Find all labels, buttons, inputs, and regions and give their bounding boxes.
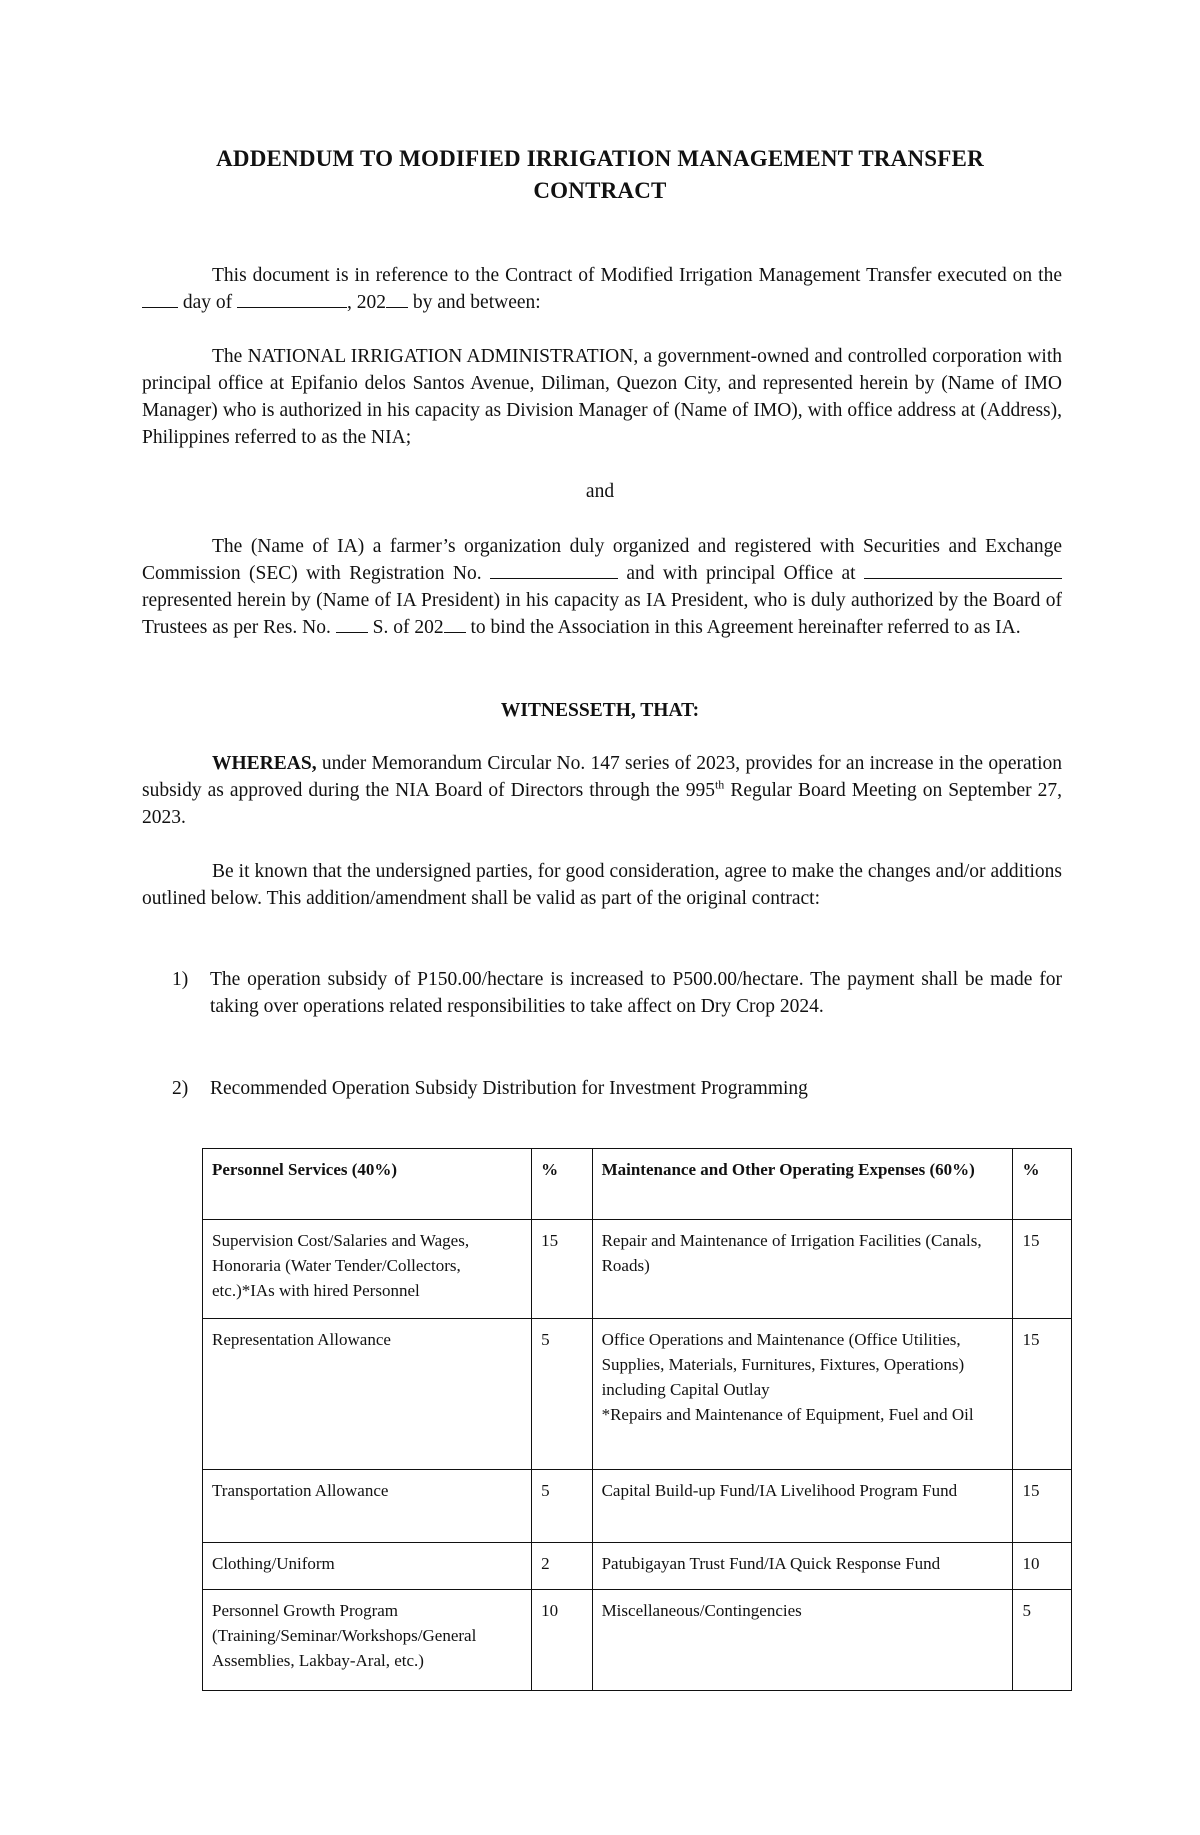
table-row (203, 1543, 1072, 1590)
list-item-2-text: Recommended Operation Subsidy Distribution for Investment Programming (210, 1078, 808, 1099)
mooe-item: Patubigayan Trust Fund/IA Quick Response Fund (592, 1543, 1013, 1590)
resolution-no-blank (336, 614, 368, 633)
known-paragraph (142, 858, 1062, 912)
ps-percent: 15 (532, 1220, 593, 1319)
mooe-percent: 15 (1013, 1220, 1072, 1319)
intro-paragraph (142, 262, 1062, 316)
ia-text-b: and with principal Office at (618, 563, 864, 584)
office-address-blank (864, 560, 1062, 579)
known-text: Be it known that the undersigned parties, for good consideration, agree to make the changes and/or additions outlined below. This addition/amendment shall be valid as part of the original contract: (142, 861, 1062, 909)
whereas-text-b: Regular Board Meeting on September 27, 2023. (142, 780, 1062, 828)
ps-percent: 2 (532, 1543, 593, 1590)
mooe-item-note: *Repairs and Maintenance of Equipment, Fuel and Oil (601, 1405, 974, 1424)
mooe-item: Miscellaneous/Contingencies (592, 1590, 1013, 1691)
title-line-2: CONTRACT (533, 178, 667, 203)
mooe-item: Office Operations and Maintenance (Office Utilities, Supplies, Materials, Furnitures, Fixtures, Operations) including Capital Outlay (601, 1330, 965, 1399)
mooe-item: Repair and Maintenance of Irrigation Facilities (Canals, Roads) (592, 1220, 1013, 1319)
title-line-1: ADDENDUM TO MODIFIED IRRIGATION MANAGEMENT TRANSFER (216, 146, 984, 171)
ia-text-c: represented herein by (Name of IA President) in his capacity as IA President, who is duly authorized by the Board of Trustees as per Res. No. (142, 590, 1062, 638)
witnesseth-heading: WITNESSETH, THAT: (500, 700, 700, 721)
header-ps-percent: % (532, 1149, 593, 1220)
list-item-1-number: 1) (172, 969, 189, 990)
nia-text: The NATIONAL IRRIGATION ADMINISTRATION, a government-owned and controlled corporation with principal office at Epifanio delos Santos Avenue, Diliman, Quezon City, and represented herein by (Name of IMO Manager) who is authorized in his capacity as Division Manager of (Name of IMO), with office address at (Address), Philippines referred to as the NIA; (142, 346, 1062, 448)
ps-percent: 5 (532, 1319, 593, 1470)
registration-no-blank (490, 560, 618, 579)
day-blank (142, 289, 178, 308)
subsidy-distribution-table (202, 1148, 1072, 1691)
intro-text-d: by and between: (408, 292, 541, 313)
list-item-2 (172, 1075, 1062, 1102)
and-separator: and (585, 481, 615, 502)
ps-item: Clothing/Uniform (203, 1543, 532, 1590)
intro-text-c: , 202 (347, 292, 387, 313)
nia-paragraph (142, 343, 1062, 451)
ia-text-e: to bind the Association in this Agreement hereinafter referred to as IA. (465, 617, 1021, 638)
ia-text-a: The (Name of IA) a farmer’s organization duly organized and registered with Securities and Exchange Commission (SEC) with Registration No. (142, 536, 1062, 584)
whereas-superscript: th (714, 777, 725, 792)
whereas-text-a: under Memorandum Circular No. 147 series of 2023, provides for an increase in the operation subsidy as approved during the NIA Board of Directors through the 995 (142, 753, 1062, 801)
intro-text-b: day of (178, 292, 238, 313)
whereas-label: WHEREAS, (212, 753, 317, 774)
ia-text-d: S. of 202 (367, 617, 444, 638)
mooe-item-cell (592, 1319, 1013, 1470)
ps-percent: 5 (532, 1470, 593, 1543)
intro-text-a: This document is in reference to the Contract of Modified Irrigation Management Transfer executed on the (212, 265, 1062, 286)
month-blank (237, 289, 347, 308)
list-item-2-number: 2) (172, 1078, 189, 1099)
table-row (203, 1590, 1072, 1691)
mooe-percent: 15 (1013, 1319, 1072, 1470)
table-row (203, 1470, 1072, 1543)
ia-paragraph (142, 533, 1062, 641)
mooe-percent: 5 (1013, 1590, 1072, 1691)
table-row (203, 1319, 1072, 1470)
ps-percent: 10 (532, 1590, 593, 1691)
year-blank (386, 289, 408, 308)
table-header-row (203, 1149, 1072, 1220)
ps-item: Supervision Cost/Salaries and Wages, Honoraria (Water Tender/Collectors, etc.)*IAs with hired Personnel (203, 1220, 532, 1319)
list-item-1 (172, 966, 1062, 1020)
ps-item: Personnel Growth Program (Training/Seminar/Workshops/General Assemblies, Lakbay-Aral, etc.) (203, 1590, 532, 1691)
resolution-year-blank (444, 614, 466, 633)
mooe-percent: 10 (1013, 1543, 1072, 1590)
table-row (203, 1220, 1072, 1319)
mooe-item: Capital Build-up Fund/IA Livelihood Program Fund (592, 1470, 1013, 1543)
document-title (120, 143, 1080, 207)
ps-item: Transportation Allowance (203, 1470, 532, 1543)
mooe-percent: 15 (1013, 1470, 1072, 1543)
header-mooe-percent: % (1013, 1149, 1072, 1220)
ps-item: Representation Allowance (203, 1319, 532, 1470)
header-mooe: Maintenance and Other Operating Expenses (60%) (592, 1149, 1013, 1220)
list-item-1-text: The operation subsidy of P150.00/hectare is increased to P500.00/hectare. The payment shall be made for taking over operations related responsibilities to take affect on Dry Crop 2024. (210, 969, 1062, 1017)
header-personnel-services: Personnel Services (40%) (203, 1149, 532, 1220)
whereas-paragraph (142, 750, 1062, 831)
